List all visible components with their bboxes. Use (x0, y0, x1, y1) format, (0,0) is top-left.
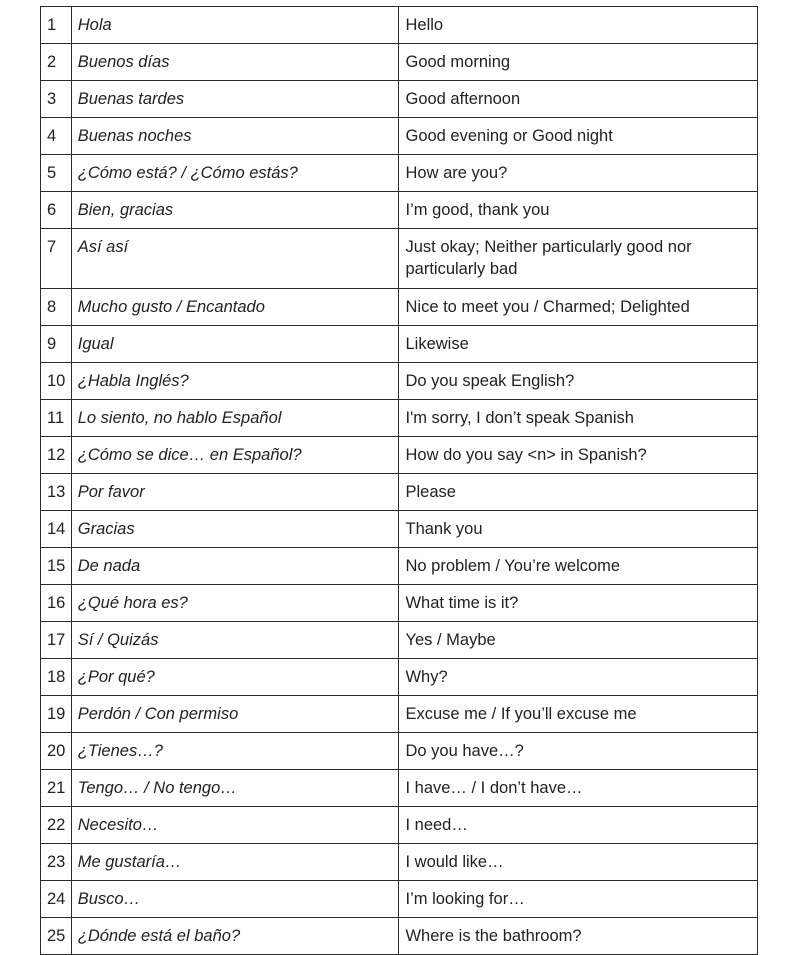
table-row (41, 437, 758, 474)
spanish-phrase: ¿Tienes…? (71, 733, 399, 770)
table-row (41, 770, 758, 807)
phrase-table-body (41, 7, 758, 955)
table-row (41, 7, 758, 44)
row-number: 18 (41, 659, 72, 696)
row-number: 6 (41, 192, 72, 229)
row-number: 24 (41, 881, 72, 918)
english-translation: Do you speak English? (399, 363, 758, 400)
english-translation: Good evening or Good night (399, 118, 758, 155)
english-translation: Excuse me / If you’ll excuse me (399, 696, 758, 733)
english-translation: Nice to meet you / Charmed; Delighted (399, 289, 758, 326)
table-row (41, 511, 758, 548)
row-number: 1 (41, 7, 72, 44)
table-row (41, 622, 758, 659)
spanish-phrase: Por favor (71, 474, 399, 511)
spanish-phrase: De nada (71, 548, 399, 585)
row-number: 12 (41, 437, 72, 474)
english-translation: Yes / Maybe (399, 622, 758, 659)
spanish-phrase: ¿Dónde está el baño? (71, 918, 399, 955)
table-row (41, 81, 758, 118)
spanish-phrase: ¿Por qué? (71, 659, 399, 696)
table-row (41, 474, 758, 511)
table-row (41, 807, 758, 844)
spanish-phrase: ¿Qué hora es? (71, 585, 399, 622)
spanish-phrase: Gracias (71, 511, 399, 548)
english-translation: Likewise (399, 326, 758, 363)
english-translation: I’m good, thank you (399, 192, 758, 229)
row-number: 15 (41, 548, 72, 585)
table-row (41, 548, 758, 585)
english-translation: No problem / You’re welcome (399, 548, 758, 585)
table-row (41, 192, 758, 229)
english-translation: Thank you (399, 511, 758, 548)
spanish-phrase: Me gustaría… (71, 844, 399, 881)
table-row (41, 400, 758, 437)
spanish-phrase: Busco… (71, 881, 399, 918)
spanish-phrase: Tengo… / No tengo… (71, 770, 399, 807)
table-row (41, 918, 758, 955)
row-number: 4 (41, 118, 72, 155)
english-translation: How are you? (399, 155, 758, 192)
spanish-phrase: ¿Habla Inglés? (71, 363, 399, 400)
english-translation: How do you say <n> in Spanish? (399, 437, 758, 474)
spanish-phrase: Perdón / Con permiso (71, 696, 399, 733)
spanish-phrase: Buenas tardes (71, 81, 399, 118)
english-translation: Just okay; Neither particularly good nor particularly bad (399, 229, 758, 289)
row-number: 2 (41, 44, 72, 81)
row-number: 11 (41, 400, 72, 437)
spanish-phrase: ¿Cómo se dice… en Español? (71, 437, 399, 474)
spanish-phrase: Así así (71, 229, 399, 289)
table-row (41, 118, 758, 155)
spanish-phrase: Hola (71, 7, 399, 44)
row-number: 16 (41, 585, 72, 622)
english-translation: Please (399, 474, 758, 511)
row-number: 7 (41, 229, 72, 289)
spanish-phrase: Sí / Quizás (71, 622, 399, 659)
row-number: 20 (41, 733, 72, 770)
table-row (41, 659, 758, 696)
row-number: 22 (41, 807, 72, 844)
table-row (41, 844, 758, 881)
row-number: 14 (41, 511, 72, 548)
spanish-phrase: Buenos días (71, 44, 399, 81)
row-number: 17 (41, 622, 72, 659)
table-row (41, 696, 758, 733)
table-row (41, 585, 758, 622)
table-row (41, 881, 758, 918)
english-translation: I'm sorry, I don’t speak Spanish (399, 400, 758, 437)
row-number: 5 (41, 155, 72, 192)
english-translation: What time is it? (399, 585, 758, 622)
row-number: 19 (41, 696, 72, 733)
english-translation: I would like… (399, 844, 758, 881)
table-row (41, 363, 758, 400)
row-number: 23 (41, 844, 72, 881)
row-number: 10 (41, 363, 72, 400)
english-translation: Do you have…? (399, 733, 758, 770)
spanish-phrase: Mucho gusto / Encantado (71, 289, 399, 326)
row-number: 21 (41, 770, 72, 807)
row-number: 8 (41, 289, 72, 326)
english-translation: I’m looking for… (399, 881, 758, 918)
table-row (41, 289, 758, 326)
spanish-phrase: Bien, gracias (71, 192, 399, 229)
table-row (41, 155, 758, 192)
english-translation: Hello (399, 7, 758, 44)
spanish-phrase: Necesito… (71, 807, 399, 844)
row-number: 13 (41, 474, 72, 511)
spanish-phrase: ¿Cómo está? / ¿Cómo estás? (71, 155, 399, 192)
spanish-phrase: Buenas noches (71, 118, 399, 155)
english-translation: I need… (399, 807, 758, 844)
row-number: 25 (41, 918, 72, 955)
english-translation: Good afternoon (399, 81, 758, 118)
english-translation: Where is the bathroom? (399, 918, 758, 955)
table-row (41, 44, 758, 81)
spanish-phrase: Lo siento, no hablo Español (71, 400, 399, 437)
english-translation: I have… / I don’t have… (399, 770, 758, 807)
phrase-table (40, 6, 758, 955)
english-translation: Why? (399, 659, 758, 696)
table-row (41, 733, 758, 770)
spanish-phrase: Igual (71, 326, 399, 363)
row-number: 3 (41, 81, 72, 118)
table-row (41, 326, 758, 363)
row-number: 9 (41, 326, 72, 363)
table-row (41, 229, 758, 289)
english-translation: Good morning (399, 44, 758, 81)
